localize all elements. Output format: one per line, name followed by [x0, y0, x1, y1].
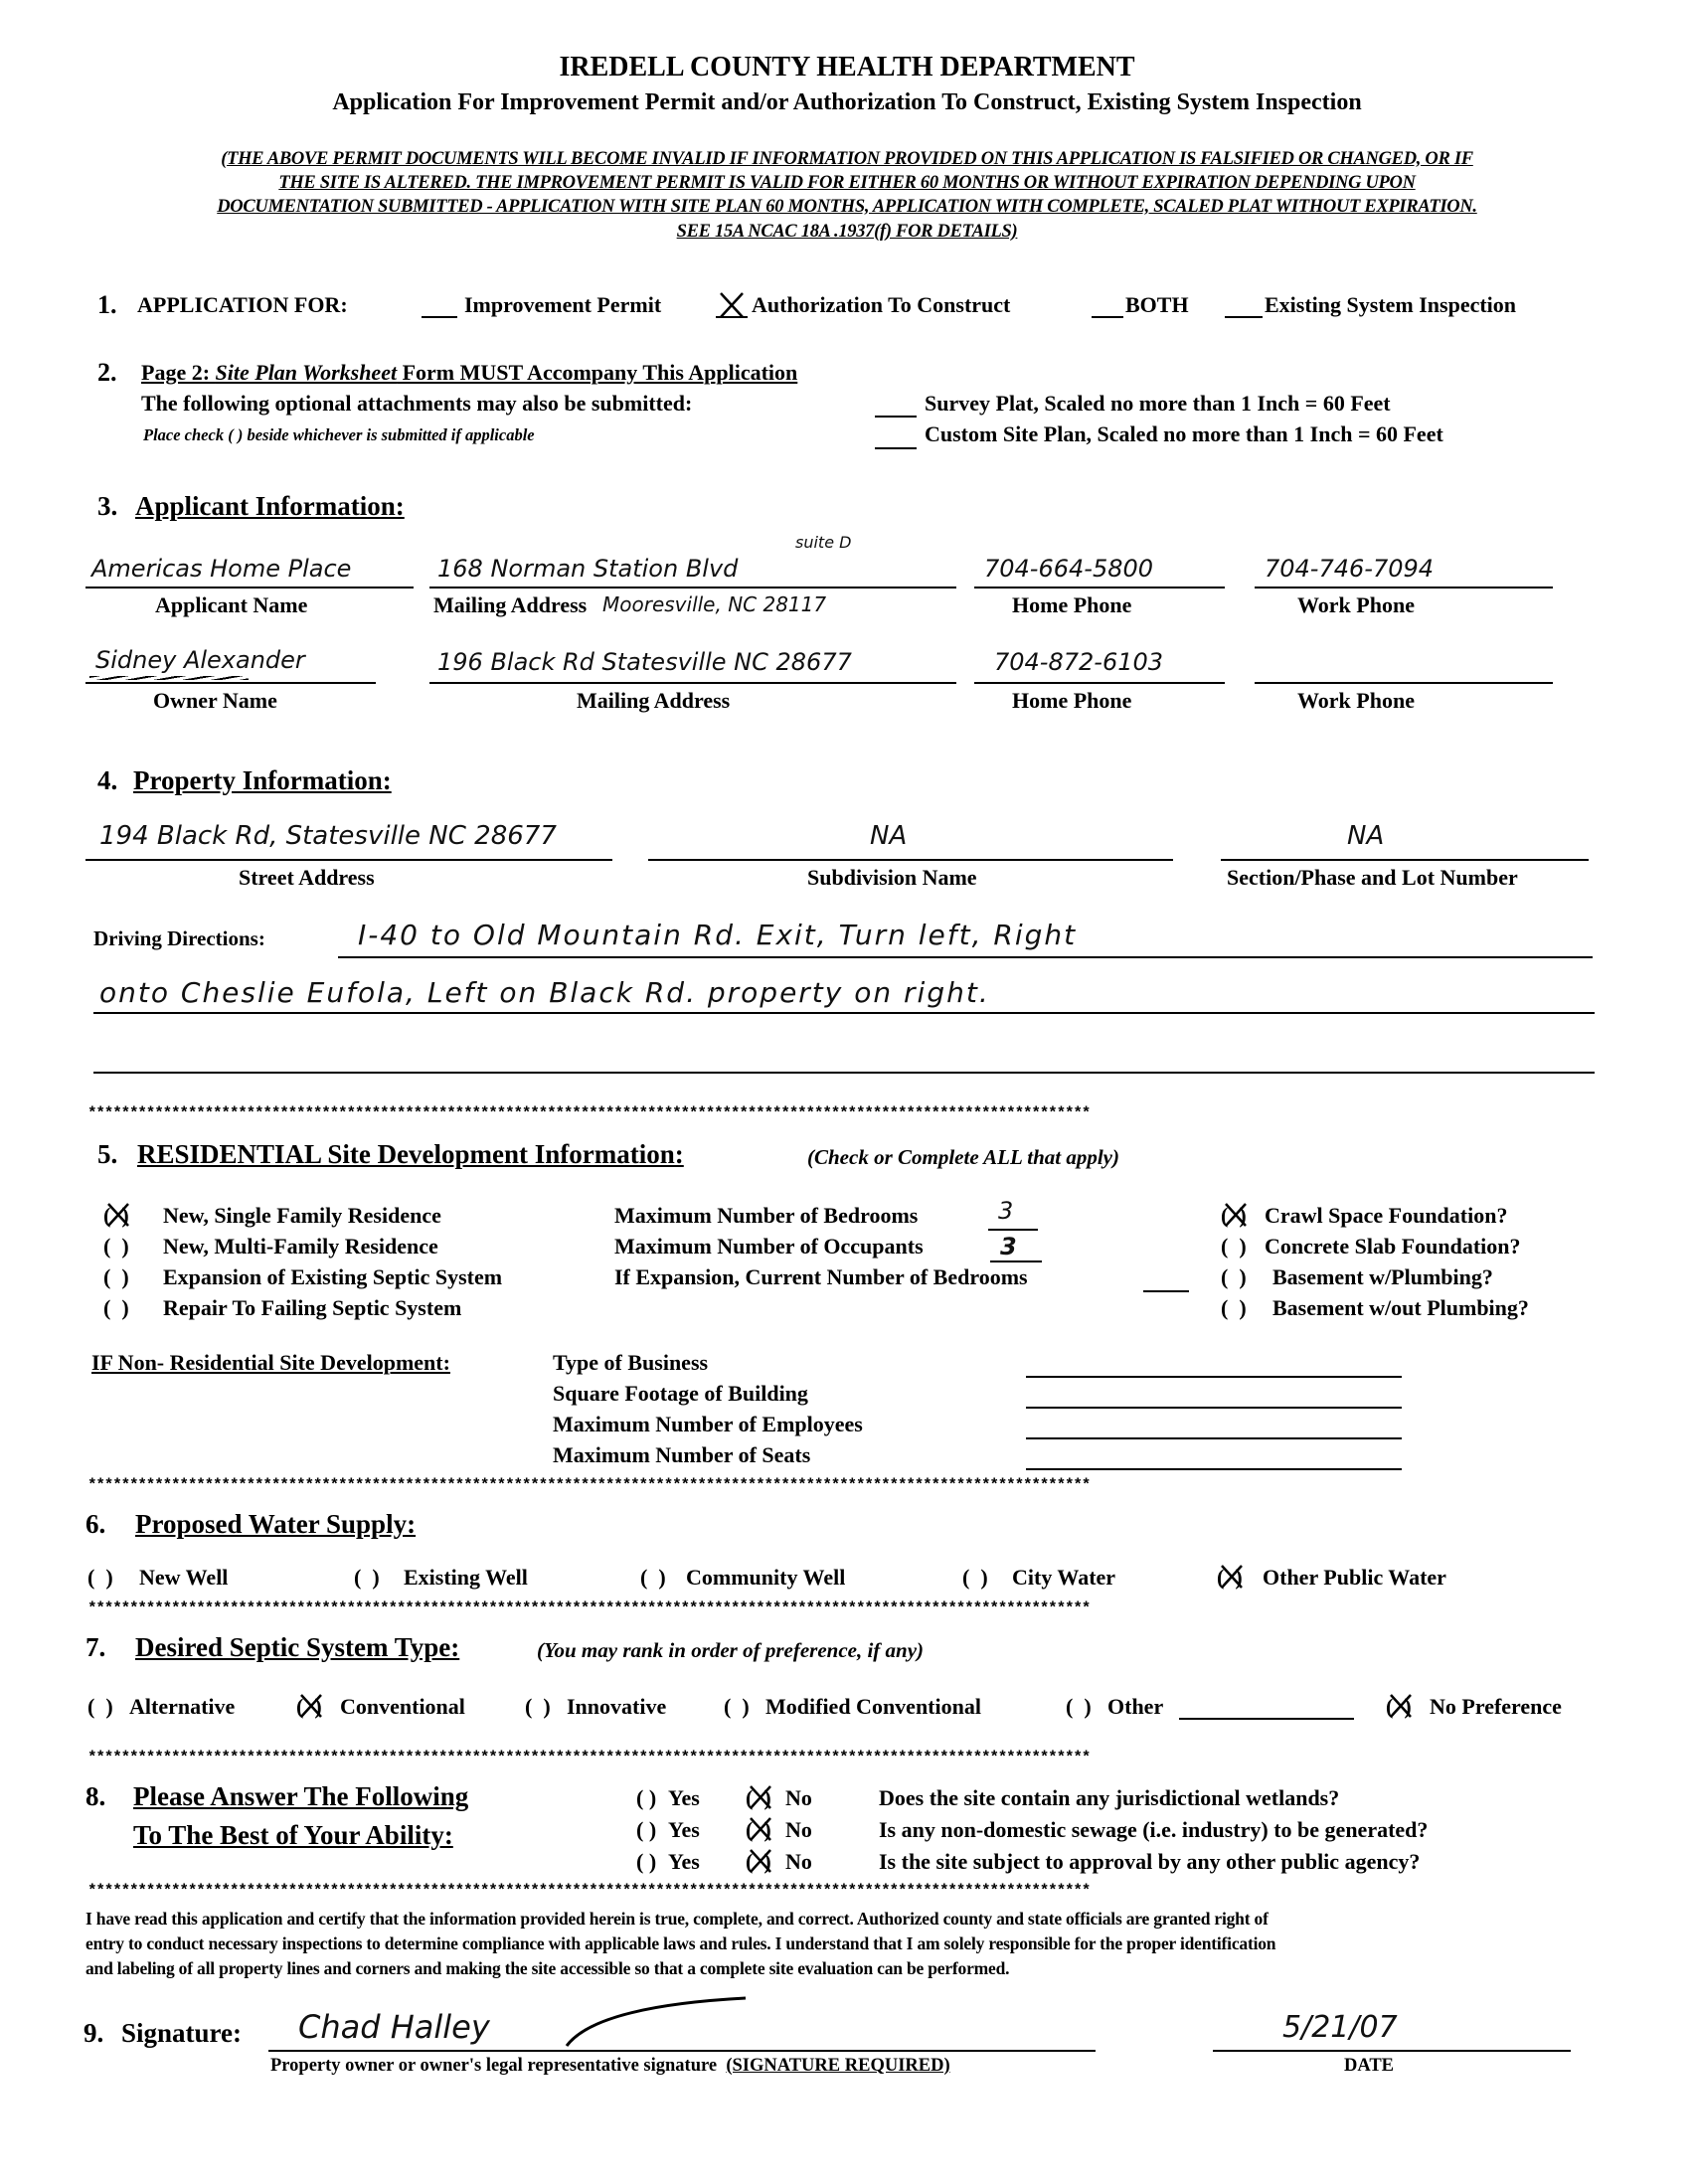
section6-number: 6.: [85, 1509, 106, 1539]
section4-number: 4.: [97, 765, 118, 795]
applicant-address-line: [429, 587, 956, 588]
option-no-preference: No Preference: [1430, 1694, 1562, 1719]
option-new-well: New Well: [139, 1565, 229, 1590]
notice-line-2: THE SITE IS ALTERED. THE IMPROVEMENT PERMIT IS VALID FOR EITHER 60 MONTHS OR WITHOUT EXPIRATION DEPENDING UPON: [278, 173, 1416, 193]
section9-number: 9.: [84, 2018, 104, 2048]
label-type-of-business: Type of Business: [553, 1350, 709, 1375]
option-multi-family: New, Multi-Family Residence: [163, 1234, 438, 1259]
existing-inspection-checkbox[interactable]: [1225, 316, 1263, 318]
owner-home-phone-line: [974, 682, 1225, 684]
signature-caption-text: Property owner or owner's legal representative signature: [270, 2056, 718, 2076]
check-mark-icon: [298, 1692, 324, 1720]
section1-label: APPLICATION FOR:: [137, 292, 348, 317]
option-conventional: Conventional: [340, 1694, 465, 1719]
directions-line1: [338, 956, 1593, 958]
max-bedrooms-line: [988, 1229, 1038, 1231]
section7-title: Desired Septic System Type:: [135, 1632, 460, 1662]
no-preference-checkbox[interactable]: ( ): [1386, 1694, 1412, 1719]
label-max-occupants: Maximum Number of Occupants: [614, 1234, 924, 1259]
section7-hint: (You may rank in order of preference, if any): [537, 1638, 925, 1662]
label-applicant-mailing-address: Mailing Address: [433, 592, 588, 617]
q3-yes-checkbox[interactable]: ( ): [636, 1849, 657, 1874]
q1-yes-label: Yes: [668, 1785, 700, 1810]
directions-line2: [93, 1012, 1595, 1014]
max-seats-field[interactable]: [1026, 1468, 1402, 1470]
section5-hint: (Check or Complete ALL that apply): [807, 1145, 1119, 1169]
option-both: BOTH: [1125, 292, 1189, 317]
page-title: IREDELL COUNTY HEALTH DEPARTMENT: [559, 52, 1135, 83]
repair-checkbox[interactable]: ( ): [103, 1295, 129, 1320]
both-checkbox[interactable]: [1092, 316, 1123, 318]
attachment-survey-plat: Survey Plat, Scaled no more than 1 Inch = 60 Feet: [925, 391, 1391, 416]
option-other-public-water: Other Public Water: [1263, 1565, 1446, 1590]
subdivision-line: [648, 859, 1173, 861]
section7-number: 7.: [85, 1632, 106, 1662]
section8-number: 8.: [85, 1781, 106, 1811]
expansion-checkbox[interactable]: ( ): [103, 1264, 129, 1289]
applicant-address-line2-value[interactable]: Mooresville, NC 28117: [602, 592, 827, 616]
question-wetlands: Does the site contain any jurisdictional wetlands?: [879, 1785, 1340, 1810]
crossed-out-scribble: [89, 676, 249, 680]
owner-home-phone-value[interactable]: 704-872-6103: [994, 648, 1164, 676]
date-label: DATE: [1344, 2056, 1395, 2076]
check-mark-icon: [1223, 1201, 1249, 1229]
option-authorization-to-construct: Authorization To Construct: [752, 292, 1011, 317]
option-other: Other: [1107, 1694, 1164, 1719]
basement-plumbing-checkbox[interactable]: ( ): [1221, 1264, 1247, 1289]
square-footage-field[interactable]: [1026, 1407, 1402, 1409]
section5-number: 5.: [97, 1139, 118, 1169]
signature-caption: [270, 2056, 950, 2077]
directions-line1-value[interactable]: I-40 to Old Mountain Rd. Exit, Turn left, Right: [358, 919, 1078, 951]
new-well-checkbox[interactable]: ( ): [87, 1565, 113, 1590]
notice-line-1: (THE ABOVE PERMIT DOCUMENTS WILL BECOME INVALID IF INFORMATION PROVIDED ON THIS APPLICATION IS FALSIFIED OR CHANGED, OR IF: [221, 149, 1473, 169]
page-subtitle: Application For Improvement Permit and/or Authorization To Construct, Existing System Inspection: [332, 89, 1362, 115]
section2-title-suffix: Form MUST Accompany This Application: [397, 360, 798, 385]
check-mark-icon: [748, 1815, 773, 1843]
applicant-work-phone-line: [1255, 587, 1553, 588]
section1-number: 1.: [97, 290, 117, 319]
existing-well-checkbox[interactable]: ( ): [354, 1565, 380, 1590]
custom-site-plan-checkbox[interactable]: [875, 447, 917, 449]
applicant-address-value[interactable]: 168 Norman Station Blvd: [437, 555, 739, 583]
check-mark-icon: [748, 1847, 773, 1875]
option-expansion: Expansion of Existing Septic System: [163, 1264, 503, 1289]
date-line: [1213, 2050, 1571, 2052]
max-occupants-line: [990, 1260, 1042, 1262]
check-mark-icon: [748, 1783, 773, 1811]
improvement-permit-checkbox[interactable]: [422, 316, 457, 318]
section8-title-line2: To The Best of Your Ability:: [133, 1820, 453, 1850]
type-of-business-field[interactable]: [1026, 1376, 1402, 1378]
section3-title: Applicant Information:: [135, 491, 405, 521]
separator-stars: ************************************************************************************************************************: [87, 1883, 1091, 1899]
label-owner-home-phone: Home Phone: [1012, 688, 1132, 713]
section5-title: RESIDENTIAL Site Development Information:: [137, 1139, 684, 1169]
label-non-residential: IF Non- Residential Site Development:: [91, 1350, 450, 1375]
q1-no-checkbox[interactable]: ( ): [746, 1785, 771, 1810]
section-lot-value[interactable]: NA: [1347, 821, 1385, 851]
option-existing-system-inspection: Existing System Inspection: [1265, 292, 1517, 317]
q1-yes-checkbox[interactable]: ( ): [636, 1785, 657, 1810]
multi-family-checkbox[interactable]: ( ): [103, 1234, 129, 1259]
label-owner-mailing-address: Mailing Address: [577, 688, 731, 713]
street-address-value[interactable]: 194 Black Rd, Statesville NC 28677: [99, 821, 557, 851]
survey-plat-checkbox[interactable]: [875, 416, 917, 418]
label-applicant-work-phone: Work Phone: [1297, 592, 1415, 617]
check-mark-icon: [105, 1201, 131, 1229]
separator-stars: ************************************************************************************************************************: [87, 1105, 1091, 1121]
current-bedrooms-field[interactable]: [1143, 1290, 1189, 1292]
q2-no-label: No: [785, 1817, 812, 1842]
applicant-name-value[interactable]: Americas Home Place: [91, 555, 352, 583]
check-mark-icon: [1219, 1563, 1245, 1591]
signature-required-text: (SIGNATURE REQUIRED): [726, 2056, 950, 2076]
other-septic-field[interactable]: [1179, 1718, 1354, 1720]
applicant-home-phone-line: [974, 587, 1225, 588]
applicant-work-phone-value[interactable]: 704-746-7094: [1265, 555, 1435, 583]
directions-line3[interactable]: [93, 1072, 1595, 1074]
subdivision-value[interactable]: NA: [870, 821, 908, 851]
signature-line: [268, 2050, 1096, 2052]
label-max-bedrooms: Maximum Number of Bedrooms: [614, 1203, 919, 1228]
alternative-checkbox[interactable]: ( ): [87, 1694, 113, 1719]
q3-no-checkbox[interactable]: ( ): [746, 1849, 771, 1874]
check-mark-icon: [1388, 1692, 1414, 1720]
optional-attachments-text: The following optional attachments may also be submitted:: [141, 391, 693, 416]
q2-yes-label: Yes: [668, 1817, 700, 1842]
label-street-address: Street Address: [239, 865, 375, 890]
street-address-line: [85, 859, 612, 861]
section6-title: Proposed Water Supply:: [135, 1509, 417, 1539]
section2-title-prefix: Page 2:: [141, 360, 216, 385]
directions-line2-value[interactable]: onto Cheslie Eufola, Left on Black Rd. property on right.: [99, 976, 990, 1009]
certification-line-2: entry to conduct necessary inspections to determine compliance with applicable laws and rules. I understand that I am solely responsible for the proper identification: [85, 1933, 1276, 1953]
separator-stars: ************************************************************************************************************************: [87, 1750, 1091, 1765]
applicant-name-line: [85, 587, 414, 588]
notice-line-4: SEE 15A NCAC 18A .1937(f) FOR DETAILS): [676, 222, 1018, 242]
section2-number: 2.: [97, 358, 117, 387]
section2-title: [141, 360, 797, 386]
crawl-space-checkbox[interactable]: ( ): [1221, 1203, 1247, 1228]
label-applicant-home-phone: Home Phone: [1012, 592, 1132, 617]
section-lot-line: [1221, 859, 1589, 861]
label-subdivision-name: Subdivision Name: [807, 865, 977, 890]
separator-stars: ************************************************************************************************************************: [87, 1600, 1091, 1616]
owner-address-line: [429, 682, 956, 684]
section4-title: Property Information:: [133, 765, 392, 795]
option-repair: Repair To Failing Septic System: [163, 1295, 462, 1320]
community-well-checkbox[interactable]: ( ): [640, 1565, 666, 1590]
q2-yes-checkbox[interactable]: ( ): [636, 1817, 657, 1842]
option-basement-plumbing: Basement w/Plumbing?: [1272, 1264, 1493, 1289]
option-city-water: City Water: [1012, 1565, 1116, 1590]
attachment-custom-site-plan: Custom Site Plan, Scaled no more than 1 Inch = 60 Feet: [925, 421, 1443, 446]
q2-no-checkbox[interactable]: ( ): [746, 1817, 771, 1842]
section3-number: 3.: [97, 491, 118, 521]
label-square-footage: Square Footage of Building: [553, 1381, 808, 1406]
city-water-checkbox[interactable]: ( ): [962, 1565, 988, 1590]
basement-no-plumbing-checkbox[interactable]: ( ): [1221, 1295, 1247, 1320]
option-modified-conventional: Modified Conventional: [765, 1694, 981, 1719]
option-existing-well: Existing Well: [404, 1565, 528, 1590]
certification-line-1: I have read this application and certify that the information provided herein is true, complete, and correct. Authorized county and state officials are granted right of: [85, 1909, 1269, 1929]
certification-line-3: and labeling of all property lines and corners and making the site accessible so that a complete site evaluation can be performed.: [85, 1958, 1010, 1978]
conventional-checkbox[interactable]: ( ): [296, 1694, 322, 1719]
option-basement-no-plumbing: Basement w/out Plumbing?: [1272, 1295, 1529, 1320]
option-alternative: Alternative: [129, 1694, 236, 1719]
concrete-slab-checkbox[interactable]: ( ): [1221, 1234, 1247, 1259]
signature-value[interactable]: Chad Halley: [298, 2008, 490, 2046]
separator-stars: ************************************************************************************************************************: [87, 1477, 1091, 1493]
option-community-well: Community Well: [686, 1565, 846, 1590]
label-max-seats: Maximum Number of Seats: [553, 1442, 811, 1467]
label-driving-directions: Driving Directions:: [93, 926, 265, 950]
q3-yes-label: Yes: [668, 1849, 700, 1874]
question-non-domestic-sewage: Is any non-domestic sewage (i.e. industry) to be generated?: [879, 1817, 1429, 1842]
single-family-checkbox[interactable]: ( ): [103, 1203, 129, 1228]
label-applicant-name: Applicant Name: [155, 592, 308, 617]
max-occupants-value[interactable]: 3: [1000, 1233, 1017, 1260]
applicant-home-phone-value[interactable]: 704-664-5800: [984, 555, 1154, 583]
option-improvement-permit: Improvement Permit: [464, 292, 662, 317]
owner-name-line: [85, 682, 376, 684]
owner-work-phone-line: [1255, 682, 1553, 684]
max-bedrooms-value[interactable]: 3: [998, 1197, 1014, 1225]
label-current-bedrooms: If Expansion, Current Number of Bedrooms: [614, 1264, 1028, 1289]
max-employees-field[interactable]: [1026, 1437, 1402, 1439]
label-owner-work-phone: Work Phone: [1297, 688, 1415, 713]
section8-title-line1: Please Answer The Following: [133, 1781, 469, 1811]
section9-label: Signature:: [121, 2018, 243, 2048]
check-mark-icon: [718, 290, 746, 320]
option-concrete-slab: Concrete Slab Foundation?: [1265, 1234, 1521, 1259]
other-septic-checkbox[interactable]: ( ): [1066, 1694, 1092, 1719]
label-section-lot: Section/Phase and Lot Number: [1227, 865, 1518, 890]
innovative-checkbox[interactable]: ( ): [525, 1694, 551, 1719]
other-public-water-checkbox[interactable]: ( ): [1217, 1565, 1243, 1590]
owner-name-value[interactable]: Sidney Alexander: [95, 646, 305, 674]
option-single-family: New, Single Family Residence: [163, 1203, 441, 1228]
place-check-instruction: Place check ( ) beside whichever is submitted if applicable: [143, 425, 535, 444]
notice-line-3: DOCUMENTATION SUBMITTED - APPLICATION WITH SITE PLAN 60 MONTHS, APPLICATION WITH COMPLETE, SCALED PLAT WITHOUT EXPIRATION.: [217, 197, 1477, 217]
applicant-address-note: suite D: [795, 533, 852, 552]
question-other-agency: Is the site subject to approval by any other public agency?: [879, 1849, 1421, 1874]
date-value[interactable]: 5/21/07: [1282, 2010, 1398, 2045]
owner-address-value[interactable]: 196 Black Rd Statesville NC 28677: [437, 648, 852, 676]
q3-no-label: No: [785, 1849, 812, 1874]
modified-conventional-checkbox[interactable]: ( ): [724, 1694, 750, 1719]
signature-flourish-icon: [557, 1992, 756, 2048]
q1-no-label: No: [785, 1785, 812, 1810]
option-innovative: Innovative: [567, 1694, 667, 1719]
section2-title-italic: Site Plan Worksheet: [215, 360, 398, 385]
label-max-employees: Maximum Number of Employees: [553, 1412, 863, 1436]
label-owner-name: Owner Name: [153, 688, 277, 713]
option-crawl-space: Crawl Space Foundation?: [1265, 1203, 1508, 1228]
